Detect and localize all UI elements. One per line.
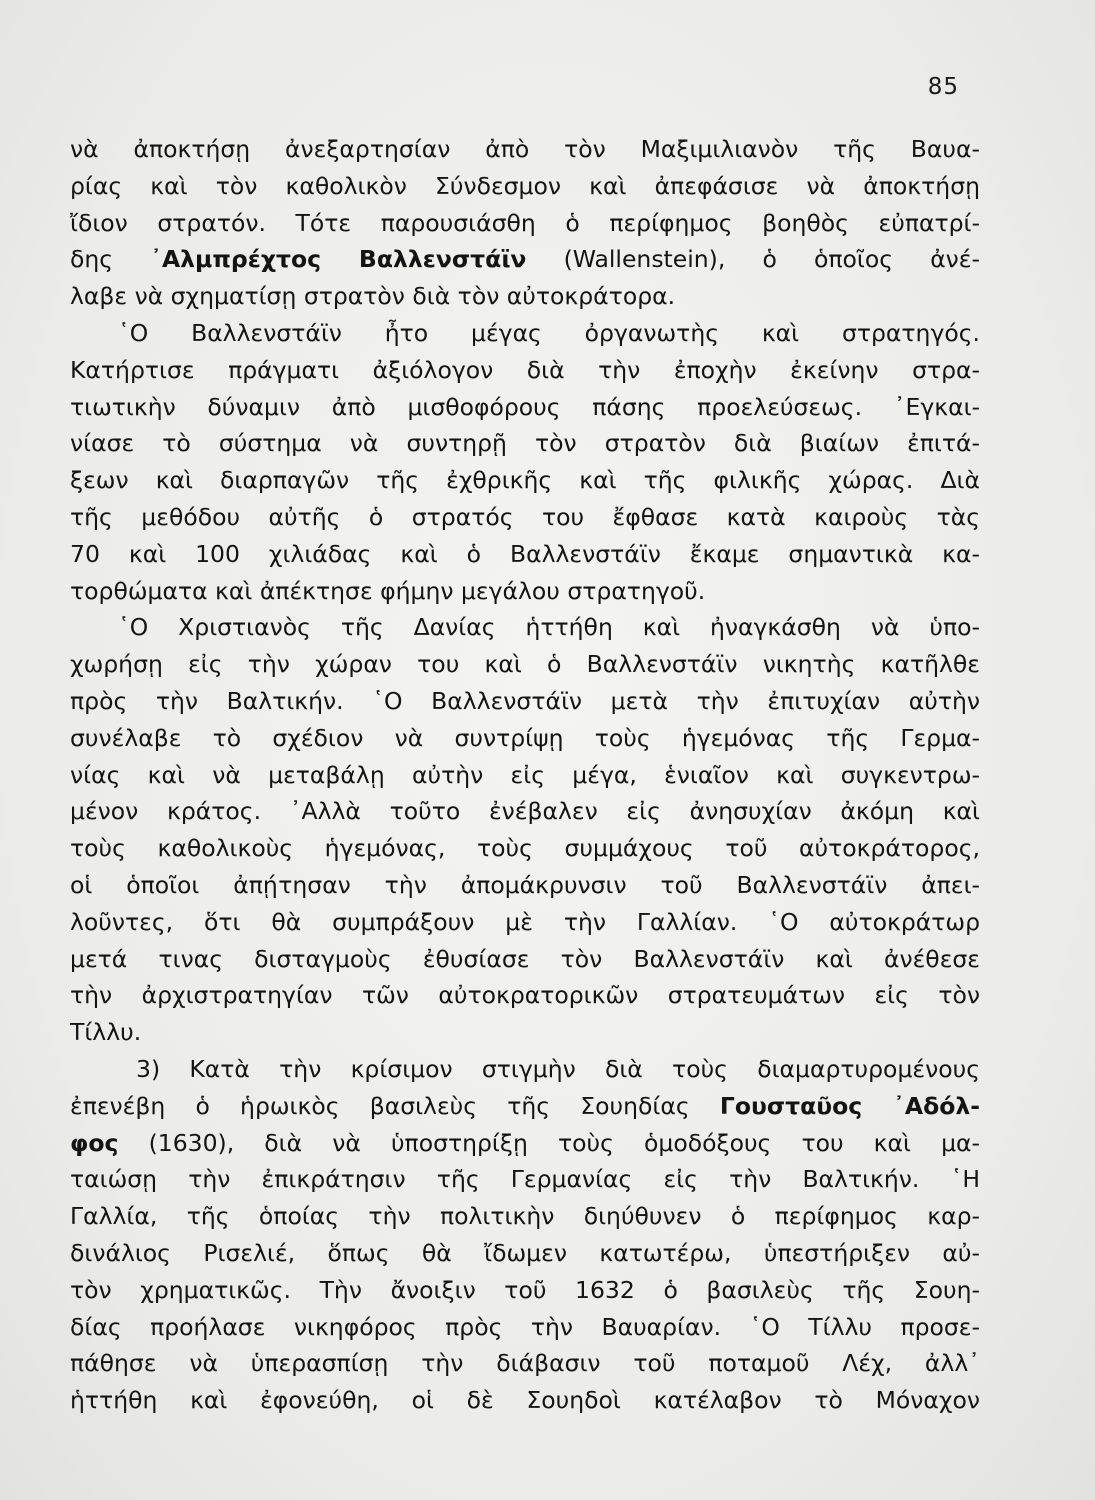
text-line: νίασε τὸ σύστημα νὰ συντηρῇ τὸν στρατὸν διὰ βιαίων ἐπιτά- bbox=[70, 429, 980, 458]
text-line: 3) Κατὰ τὴν κρίσιμον στιγμὴν διὰ τοὺς διαμαρτυρομένους bbox=[136, 1054, 980, 1083]
text-line bbox=[70, 1088, 980, 1125]
text-line: Τίλλυ. bbox=[70, 1018, 142, 1047]
text-line: Κατήρτισε πράγματι ἀξιόλογον διὰ τὴν ἐποχὴν ἐκείνην στρα- bbox=[70, 355, 980, 384]
bold-name: ᾿Αλμπρέχτος Βαλλενστάϊν bbox=[150, 245, 527, 274]
text-line: ῾Ο Χριστιανὸς τῆς Δανίας ἡττήθη καὶ ἠναγκάσθη νὰ ὑπο- bbox=[118, 613, 980, 642]
text-line: οἱ ὁποῖοι ἀπῄτησαν τὴν ἀπομάκρυνσιν τοῦ Βαλλενστάϊν ἀπει- bbox=[70, 870, 980, 899]
text-segment: δης bbox=[70, 245, 151, 274]
bold-name: Γουσταῦος ᾿Αδόλ- bbox=[719, 1091, 980, 1120]
text-line: τιωτικὴν δύναμιν ἀπὸ μισθοφόρους πάσης προελεύσεως. ᾿Εγκαι- bbox=[70, 392, 980, 421]
text-line: λαβε νὰ σχηματίσῃ στρατὸν διὰ τὸν αὐτοκράτορα. bbox=[70, 282, 676, 311]
text-segment: ἐπενέβη ὁ ἡρωικὸς βασιλεὺς τῆς Σουηδίας bbox=[70, 1091, 720, 1120]
text-line: τὸν χρηματικῶς. Τὴν ἄνοιξιν τοῦ 1632 ὁ βασιλεὺς τῆς Σουη- bbox=[70, 1275, 980, 1304]
text-line bbox=[70, 1125, 980, 1162]
text-line: ρίας καὶ τὸν καθολικὸν Σύνδεσμον καὶ ἀπεφάσισε νὰ ἀποκτήσῃ bbox=[70, 171, 980, 200]
text-line: τῆς μεθόδου αὐτῆς ὁ στρατός του ἔφθασε κατὰ καιροὺς τὰς bbox=[70, 502, 980, 531]
text-line: χωρήσῃ εἰς τὴν χώραν του καὶ ὁ Βαλλενστάϊν νικητὴς κατῆλθε bbox=[70, 650, 980, 679]
text-line: νὰ ἀποκτήσῃ ἀνεξαρτησίαν ἀπὸ τὸν Μαξιμιλιανὸν τῆς Βαυα- bbox=[70, 135, 980, 163]
text-line: μετά τινας δισταγμοὺς ἐθυσίασε τὸν Βαλλενστάϊν καὶ ἀνέθεσε bbox=[70, 944, 980, 973]
text-line: 70 καὶ 100 χιλιάδας καὶ ὁ Βαλλενστάϊν ἔκαμε σημαντικὰ κα- bbox=[70, 539, 980, 568]
text-line: δινάλιος Ρισελιέ, ὅπως θὰ ἴδωμεν κατωτέρω, ὑπεστήριξεν αὐ- bbox=[70, 1238, 980, 1267]
text-line: λοῦντες, ὅτι θὰ συμπράξουν μὲ τὴν Γαλλίαν. ῾Ο αὐτοκράτωρ bbox=[70, 907, 980, 936]
text-line: ῾Ο Βαλλενστάϊν ἦτο μέγας ὀργανωτὴς καὶ στρατηγός. bbox=[118, 318, 980, 347]
text-line: πάθησε νὰ ὑπερασπίσῃ τὴν διάβασιν τοῦ ποταμοῦ Λέχ, ἀλλ᾿ bbox=[70, 1349, 980, 1378]
text-segment: (Wallenstein), ὁ ὁποῖος ἀνέ- bbox=[526, 245, 980, 274]
body-text bbox=[70, 131, 980, 1419]
text-line: ξεων καὶ διαρπαγῶν τῆς ἐχθρικῆς καὶ τῆς φιλικῆς χώρας. Διὰ bbox=[70, 466, 980, 495]
text-line: πρὸς τὴν Βαλτικήν. ῾Ο Βαλλενστάϊν μετὰ τὴν ἐπιτυχίαν αὐτὴν bbox=[70, 686, 980, 715]
text-line: ταιώσῃ τὴν ἐπικράτησιν τῆς Γερμανίας εἰς τὴν Βαλτικήν. ῾Η bbox=[70, 1165, 980, 1194]
text-line: δίας προήλασε νικηφόρος πρὸς τὴν Βαυαρίαν. ῾Ο Τίλλυ προσε- bbox=[70, 1312, 980, 1341]
text-line: τοὺς καθολικοὺς ἡγεμόνας, τοὺς συμμάχους τοῦ αὐτοκράτορος, bbox=[70, 834, 980, 863]
text-line: τορθώματα καὶ ἀπέκτησε φήμην μεγάλου στρατηγοῦ. bbox=[70, 576, 706, 605]
text-line: μένον κράτος. ᾿Αλλὰ τοῦτο ἐνέβαλεν εἰς ἀνησυχίαν ἀκόμη καὶ bbox=[70, 797, 980, 826]
text-line: συνέλαβε τὸ σχέδιον νὰ συντρίψῃ τοὺς ἡγεμόνας τῆς Γερμα- bbox=[70, 723, 980, 752]
text-line bbox=[70, 241, 980, 278]
text-line: νίας καὶ νὰ μεταβάλῃ αὐτὴν εἰς μέγα, ἑνιαῖον καὶ συγκεντρω- bbox=[70, 760, 980, 789]
bold-name: φος bbox=[70, 1128, 119, 1157]
text-line: τὴν ἀρχιστρατηγίαν τῶν αὐτοκρατορικῶν στρατευμάτων εἰς τὸν bbox=[70, 981, 980, 1010]
text-line: ἴδιον στρατόν. Τότε παρουσιάσθη ὁ περίφημος βοηθὸς εὐπατρί- bbox=[70, 208, 980, 237]
text-segment: (1630), διὰ νὰ ὑποστηρίξῃ τοὺς ὁμοδόξους του καὶ μα- bbox=[118, 1128, 980, 1157]
page-number: 85 bbox=[927, 74, 959, 100]
text-line: Γαλλία, τῆς ὁποίας τὴν πολιτικὴν διηύθυνεν ὁ περίφημος καρ- bbox=[70, 1202, 980, 1231]
text-line: ἡττήθη καὶ ἐφονεύθη, οἱ δὲ Σουηδοὶ κατέλαβον τὸ Μόναχον bbox=[70, 1386, 980, 1415]
